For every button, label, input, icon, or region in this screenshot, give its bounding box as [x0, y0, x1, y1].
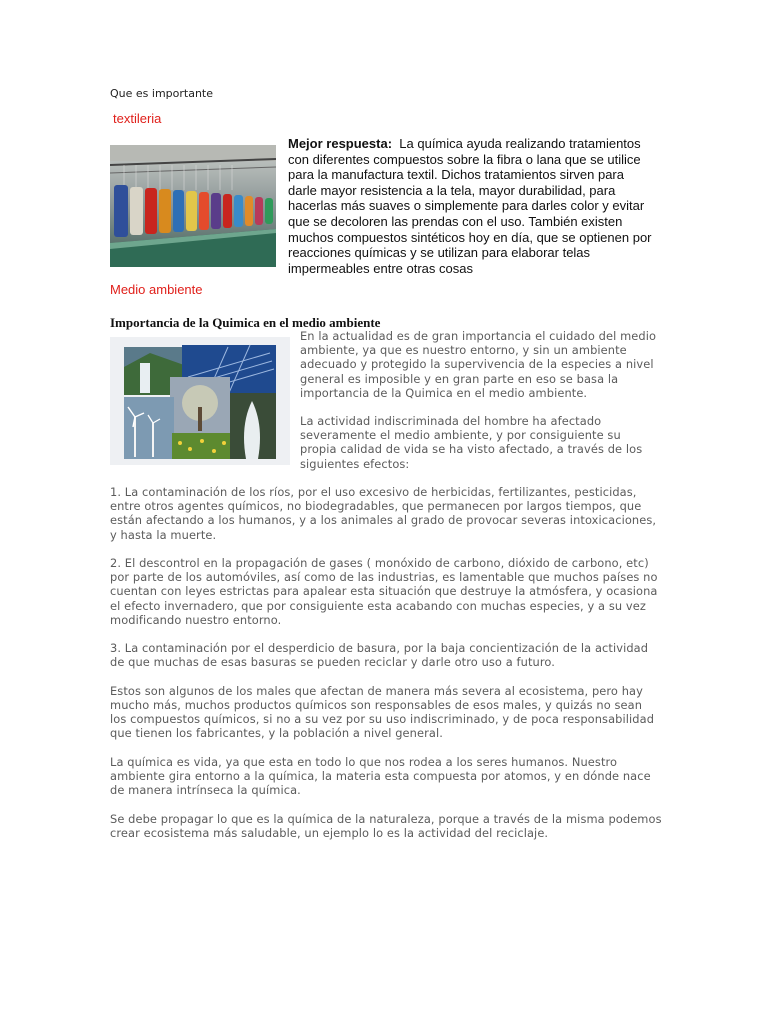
answer-text: La química ayuda realizando tratamientos con diferentes compuestos sobre la fibra o lana que se utilice para la manufactura textil. Dichos tratamientos sirven para darle mayor resistencia a la tela, mayor durabilidad, para hacerlas más suaves o simplemente para darles color y evitar que se decoloren las prendas con el uso. También existen muchos compuestos sintéticos hoy en día, que se optienen por reacciones químicas y se utilizan para elaborar telas impermeables entre otras cosas [288, 136, 652, 276]
textile-answer [288, 136, 656, 276]
environment-collage-image [110, 337, 290, 465]
textile-spools-image [110, 145, 276, 267]
intro-paragraph: La actividad indiscriminada del hombre ha afectado severamente el medio ambiente, y por consiguiente su propia calidad de vida se ha visto afectado, a través de los siguientes efectos: [300, 414, 643, 471]
page-heading: Que es importante [110, 87, 214, 100]
body-paragraph: 1. La contaminación de los ríos, por el uso excesivo de herbicidas, fertilizantes, pesticidas, entre otros agentes químicos, no biodegradables, que permanecen por largos tiempos, que están afectando a los humanos, y a los animales al grado de provocar severas intoxicaciones, y hasta la muerte. [110, 485, 657, 542]
environment-intro [300, 329, 660, 485]
body-paragraph: 2. El descontrol en la propagación de gases ( monóxido de carbono, dióxido de carbono, etc) por parte de los automóviles, así como de las industrias, es lamentable que muchos países no cuentan con leyes estrictas para apalear esta situación que destruye la atmósfera, y ocasiona el efecto invernadero, que por consiguiente esta acabando con muchas especies, y a su vez modificando nuestro entorno. [110, 556, 658, 627]
body-paragraph: La química es vida, ya que esta en todo lo que nos rodea a los seres humanos. Nuestro ambiente gira entorno a la química, la materia esta compuesta por atomos, y en dónde nace de manera intrínseca la química. [110, 754, 651, 798]
environment-body [110, 485, 662, 854]
body-paragraph: Se debe propagar lo que es la química de la naturaleza, porque a través de la misma podemos crear ecosistema más saludable, un ejemplo lo es la actividad del reciclaje. [110, 811, 662, 840]
environment-title: Importancia de la Quimica en el medio ambiente [110, 315, 381, 330]
body-paragraph: 3. La contaminación por el desperdicio de basura, por la baja concientización de la actividad de que muchas de esas basuras se pueden reciclar y darle otro uso a futuro. [110, 641, 649, 670]
body-paragraph: Estos son algunos de los males que afectan de manera más severa al ecosistema, pero hay mucho más, muchos productos químicos son responsables de esos males, y quizás no sean los compuestos químicos, si no a su vez por su uso indiscriminado, y de poca responsabilidad que tienen los fabricantes, y la población a nivel general. [110, 683, 655, 741]
intro-paragraph: En la actualidad es de gran importancia el cuidado del medio ambiente, ya que es nuestro entorno, y sin un ambiente adecuado y protegido la supervivencia de la especies a nivel general es imposible y en gran parte en eso se basa la importancia de la Quimica en el medio ambiente. [300, 329, 657, 400]
textile-section-label: textileria [113, 111, 162, 126]
environment-section-label: Medio ambiente [110, 282, 203, 297]
answer-lead: Mejor respuesta: [288, 136, 393, 151]
